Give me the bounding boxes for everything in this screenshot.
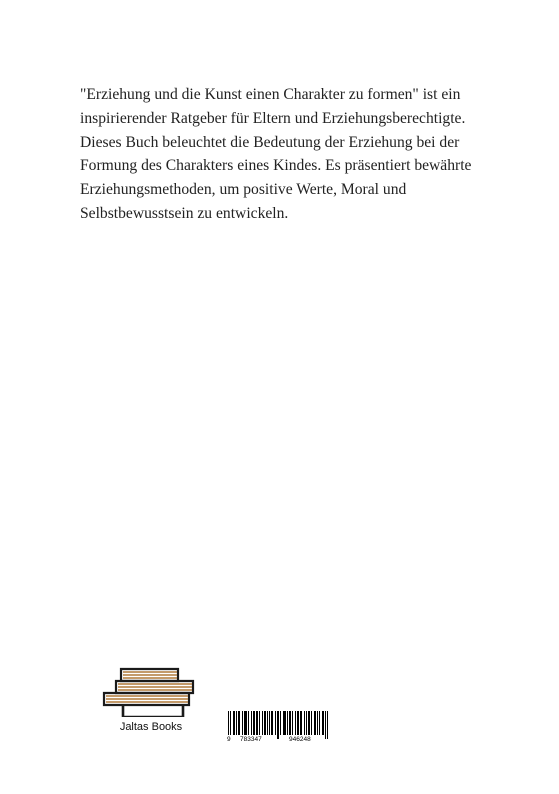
barcode-bar <box>306 711 307 735</box>
barcode-bar <box>322 711 323 735</box>
barcode-bar <box>319 711 320 735</box>
barcode-bar <box>246 711 247 735</box>
barcode-bar <box>244 711 245 735</box>
barcode-digit-first: 9 <box>227 736 231 743</box>
isbn-barcode <box>226 711 330 743</box>
barcode-bar <box>297 711 298 735</box>
barcode-bar <box>314 711 315 735</box>
barcode-bar <box>317 711 318 735</box>
barcode-bar <box>265 711 266 735</box>
barcode-bar <box>287 711 288 735</box>
barcode-bar <box>311 711 312 735</box>
barcode-bar <box>289 711 290 735</box>
barcode-bar <box>275 711 276 735</box>
barcode-bar <box>242 711 243 735</box>
barcode-bar <box>234 711 235 735</box>
barcode-bar <box>300 711 301 735</box>
barcode-digits <box>226 735 330 744</box>
publisher-name: Jaltas Books <box>119 721 183 733</box>
barcode-bar <box>309 711 310 735</box>
barcode-bar <box>304 711 305 735</box>
barcode-bar <box>251 711 252 735</box>
barcode-bar <box>315 711 316 735</box>
barcode-bar <box>292 711 293 735</box>
barcode-bar <box>301 711 302 735</box>
barcode-bar <box>285 711 286 735</box>
barcode-bar <box>280 711 281 735</box>
barcode-bar <box>290 711 291 735</box>
back-cover-blurb: "Erziehung und die Kunst einen Charakter zu formen" ist ein inspirierender Ratgeber für Eltern und Erziehungsberechtigte. Dieses Buch beleuchtet die Bedeutung der Erziehung bei der Formung des Charakters eines Kindes. Es präsentiert bewährte Erziehungsmethoden, um positive Werte, Moral und Selbstbewusstsein zu entwickeln. <box>80 86 472 222</box>
barcode-bar <box>233 711 234 735</box>
stacked-books-icon <box>101 657 201 717</box>
barcode-bar <box>295 711 296 735</box>
barcode-bar <box>238 711 239 735</box>
barcode-bar <box>253 711 254 735</box>
barcode-bar <box>239 711 240 735</box>
barcode-bar <box>308 711 309 735</box>
barcode-bar <box>254 711 255 735</box>
barcode-bar <box>245 711 246 735</box>
barcode-bar <box>298 711 299 735</box>
barcode-bar <box>267 711 268 735</box>
barcode-bar <box>269 711 270 735</box>
barcode-bar <box>256 711 257 735</box>
barcode-bar <box>259 711 260 735</box>
barcode-bar <box>262 711 263 735</box>
barcode-bar <box>283 711 284 735</box>
barcode-bar <box>248 711 249 735</box>
barcode-bar <box>323 711 324 735</box>
publisher-logo <box>101 657 201 740</box>
barcode-bar <box>284 711 285 735</box>
barcode-bar <box>257 711 258 735</box>
barcode-bar <box>236 711 237 735</box>
barcode-digits-left: 783347 <box>240 736 262 743</box>
barcode-bar <box>272 711 273 735</box>
barcode-bar <box>264 711 265 735</box>
barcode-digits-right: 946248 <box>289 736 311 743</box>
barcode-bar <box>271 711 272 735</box>
